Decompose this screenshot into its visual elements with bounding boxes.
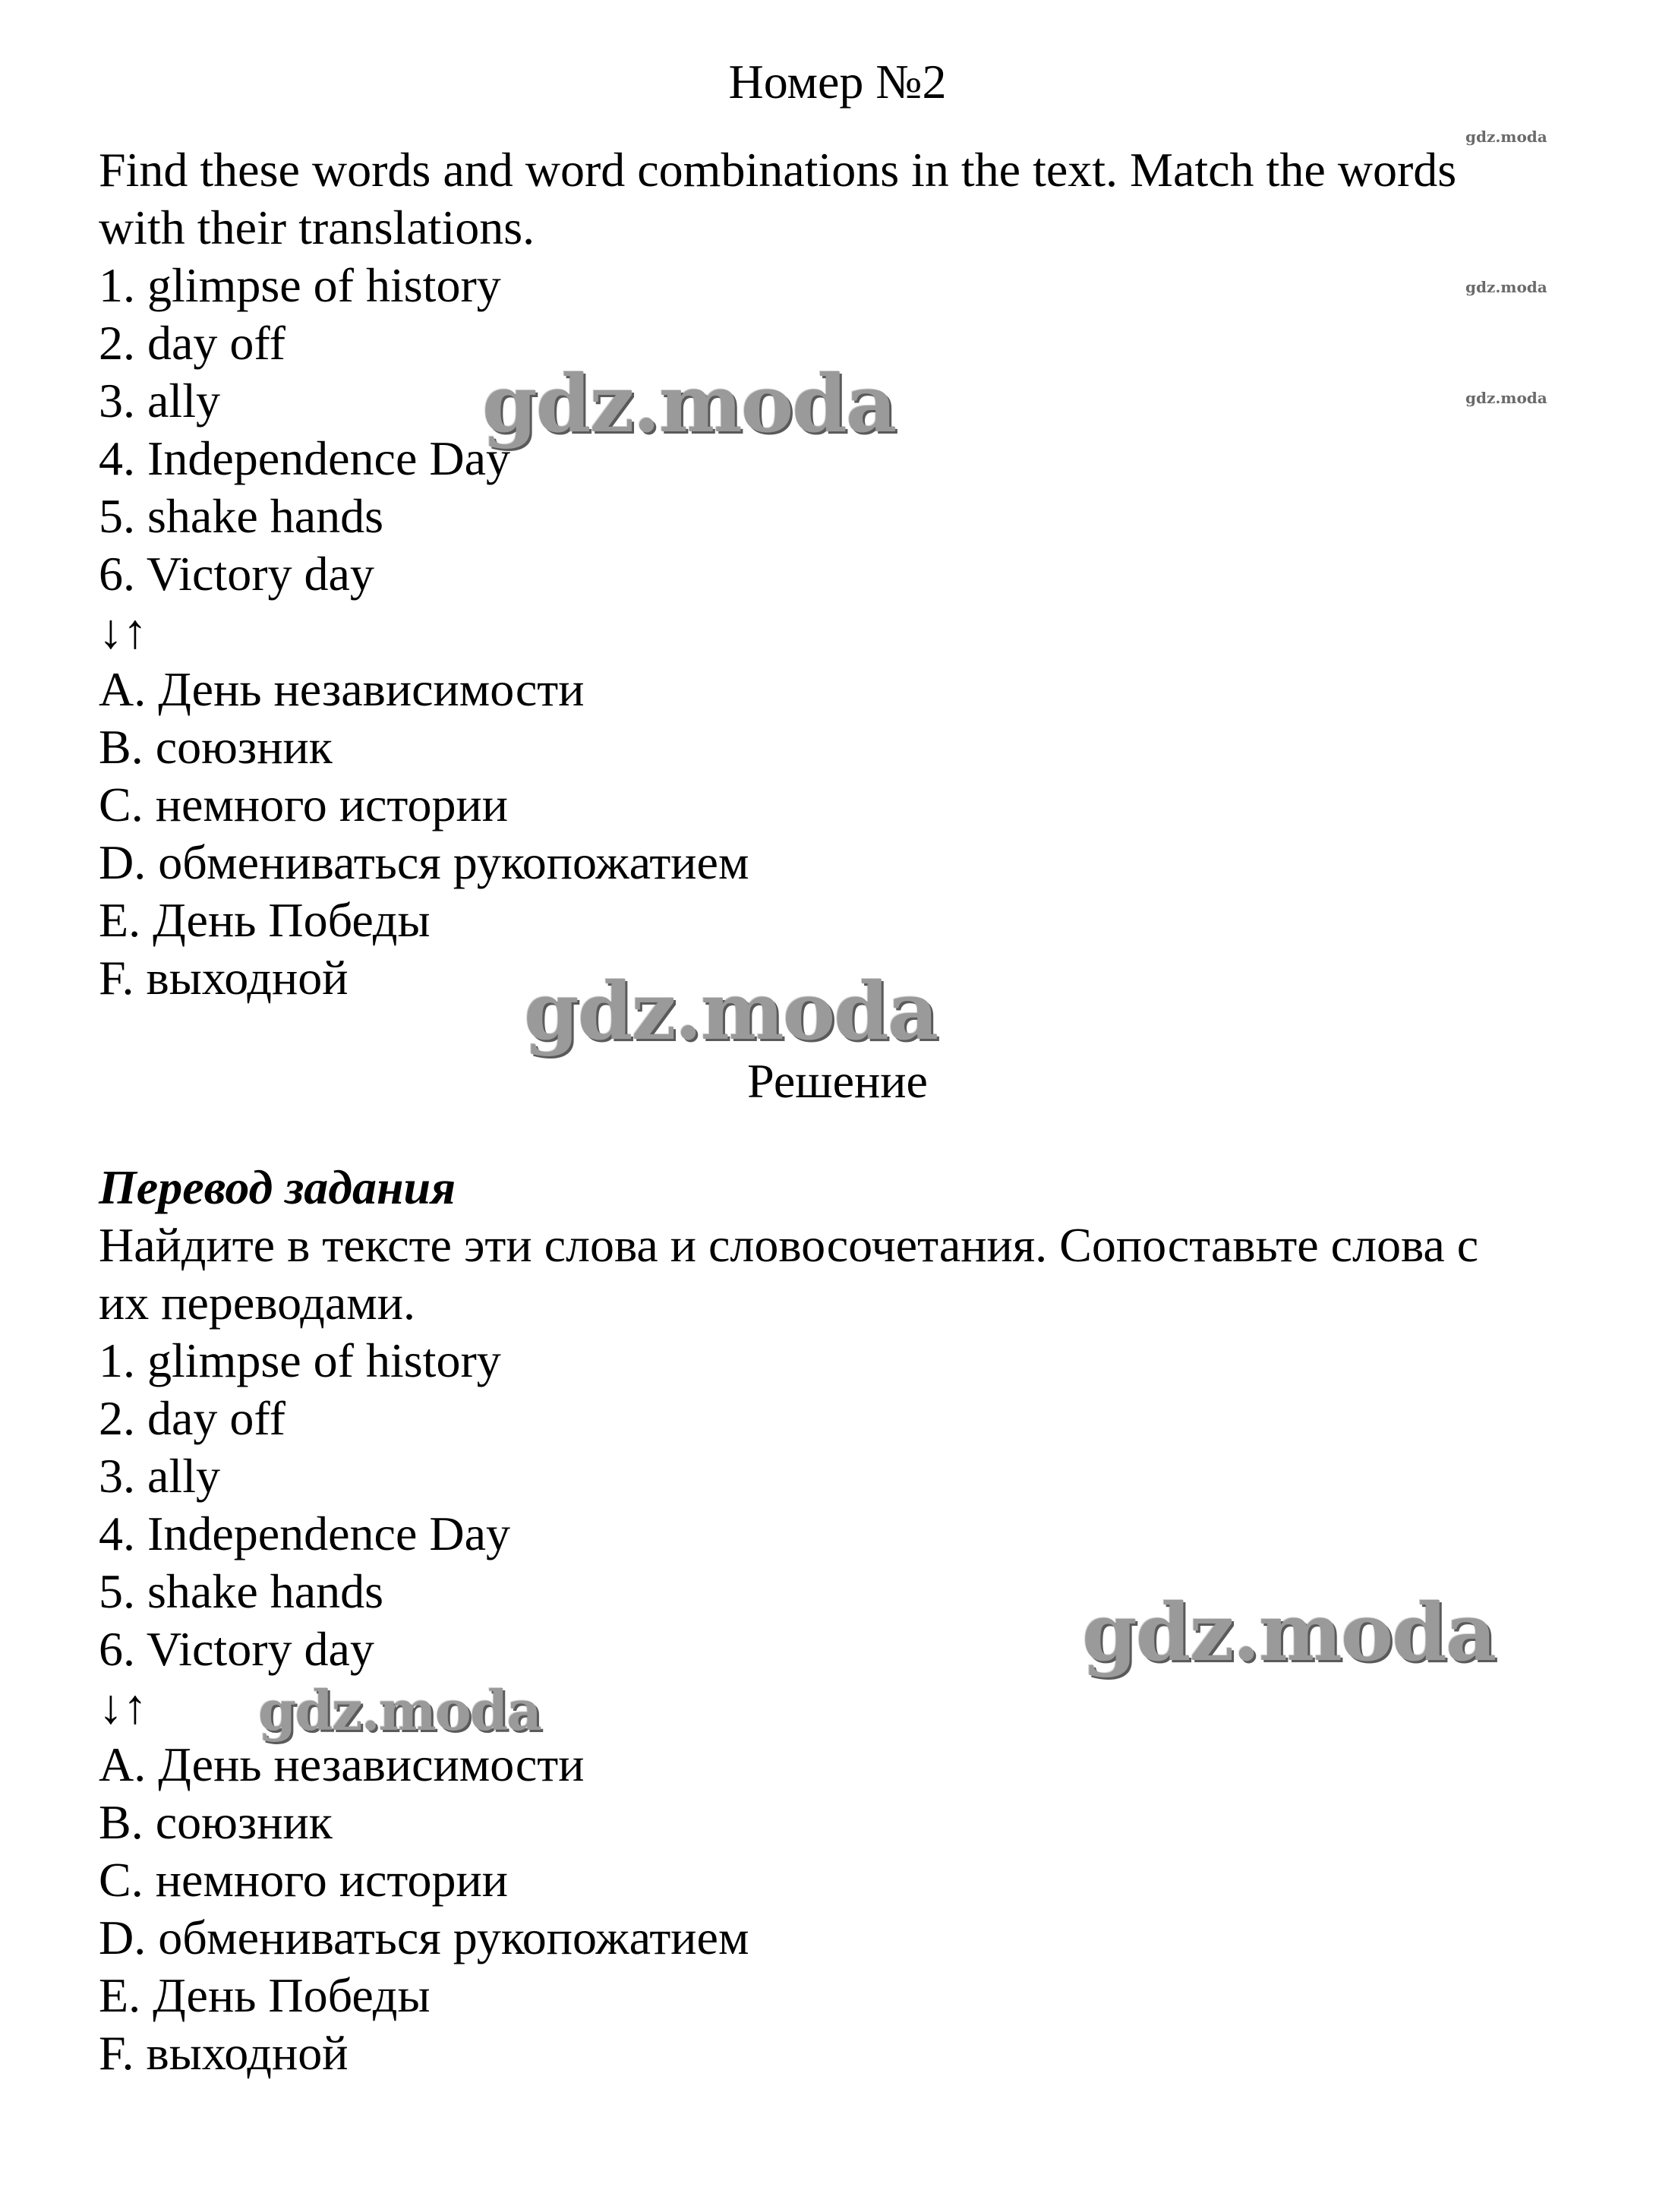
task-item: 5. shake hands xyxy=(99,489,384,543)
task-item: 4. Independence Day xyxy=(99,431,510,485)
watermark-small: gdz.moda xyxy=(1465,389,1547,407)
watermark-large: gdz.moda xyxy=(1082,1586,1496,1679)
task-item: 3. ally xyxy=(99,374,220,428)
watermark-large: gdz.moda xyxy=(524,964,938,1058)
solution-translation: E. День Победы xyxy=(99,1968,431,2022)
solution-subheading: Перевод задания xyxy=(99,1160,456,1214)
task-item: 2. day off xyxy=(99,316,285,370)
solution-translation: C. немного истории xyxy=(99,1853,509,1907)
solution-heading: Решение xyxy=(747,1054,928,1108)
page-title: Номер №2 xyxy=(728,55,947,109)
task-translation: B. союзник xyxy=(99,720,333,774)
solution-item: 4. Independence Day xyxy=(99,1507,510,1560)
solution-item: 2. day off xyxy=(99,1391,285,1445)
solution-translation: A. День независимости xyxy=(99,1737,585,1791)
solution-item: 5. shake hands xyxy=(99,1564,384,1618)
solution-instruction-line-1: Найдите в тексте эти слова и словосочетания. Сопоставьте слова с xyxy=(99,1218,1479,1272)
solution-item: 1. glimpse of history xyxy=(99,1333,501,1387)
task-instruction-line-1: Find these words and word combinations in the text. Match the words xyxy=(99,143,1457,197)
task-translation: A. День независимости xyxy=(99,662,585,716)
solution-item: 3. ally xyxy=(99,1449,220,1503)
watermark-medium: gdz.moda xyxy=(258,1678,541,1743)
watermark-large: gdz.moda xyxy=(482,357,896,450)
task-translation: F. выходной xyxy=(99,951,349,1005)
match-arrows: ↓↑ xyxy=(99,604,147,658)
task-translation: E. День Победы xyxy=(99,893,431,947)
task-item: 6. Victory day xyxy=(99,547,374,601)
solution-instruction-line-2: их переводами. xyxy=(99,1276,415,1330)
task-item: 1. glimpse of history xyxy=(99,258,501,312)
solution-translation: F. выходной xyxy=(99,2026,349,2080)
watermark-small: gdz.moda xyxy=(1465,278,1547,296)
task-translation: D. обмениваться рукопожатием xyxy=(99,835,749,889)
solution-translation: D. обмениваться рукопожатием xyxy=(99,1911,749,1964)
watermark-small: gdz.moda xyxy=(1465,128,1547,146)
solution-match-arrows: ↓↑ xyxy=(99,1680,147,1734)
solution-translation: B. союзник xyxy=(99,1795,333,1849)
task-translation: C. немного истории xyxy=(99,778,509,831)
solution-item: 6. Victory day xyxy=(99,1622,374,1676)
task-instruction-line-2: with their translations. xyxy=(99,200,535,254)
